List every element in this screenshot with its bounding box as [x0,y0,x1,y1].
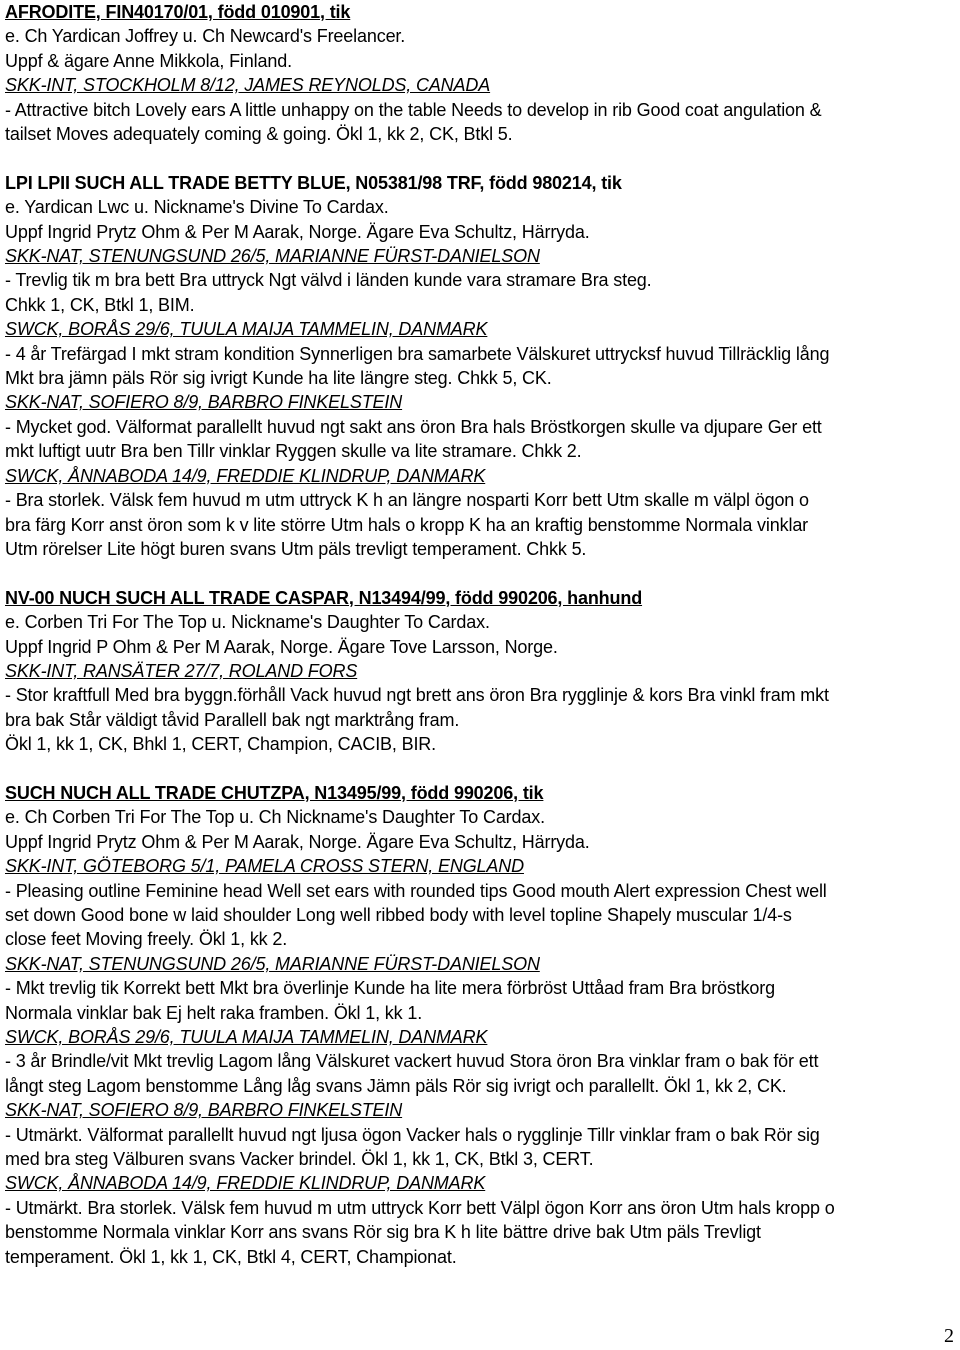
show-title: SKK-NAT, SOFIERO 8/9, BARBRO FINKELSTEIN [5,392,403,413]
critique-line: med bra steg Välburen svans Vacker brindel. Ökl 1, kk 1, CK, Btkl 3, CERT. [5,1149,594,1170]
critique-line: bra bak Står väldigt tåvid Parallell bak ngt marktrång fram. [5,709,460,730]
critique-line: - Mkt trevlig tik Korrekt bett Mkt bra överlinje Kunde ha lite mera förbröst Uttåad fram Bra bröstkorg [5,978,775,999]
document-body [5,0,955,1269]
critique-line: mkt luftigt uutr Bra ben Tillr vinklar Ryggen skulle va lite stramare. Chkk 2. [5,441,582,462]
show-title: SWCK, ÅNNABODA 14/9, FREDDIE KLINDRUP, DANMARK [5,1173,486,1194]
critique-line: temperament. Ökl 1, kk 1, CK, Btkl 4, CERT, Championat. [5,1246,457,1267]
dog-entry [5,586,955,757]
breeder-owner-line: Uppf Ingrid P Ohm & Per M Aarak, Norge. Ägare Tove Larsson, Norge. [5,636,558,657]
dog-heading: SUCH NUCH ALL TRADE CHUTZPA, N13495/99, född 990206, tik [5,782,544,803]
critique-line: Chkk 1, CK, Btkl 1, BIM. [5,294,195,315]
critique-line: Ökl 1, kk 1, CK, Bhkl 1, CERT, Champion, CACIB, BIR. [5,734,437,755]
critique-line: - Trevlig tik m bra bett Bra uttryck Ngt välvd i länden kunde vara stramare Bra steg. [5,270,652,291]
breeder-owner-line: Uppf Ingrid Prytz Ohm & Per M Aarak, Norge. Ägare Eva Schultz, Härryda. [5,831,590,852]
dog-entry [5,781,955,1269]
show-title: SKK-NAT, STENUNGSUND 26/5, MARIANNE FÜRST-DANIELSON [5,953,540,974]
show-title: SKK-NAT, STENUNGSUND 26/5, MARIANNE FÜRST-DANIELSON [5,246,540,267]
critique-line: - Utmärkt. Bra storlek. Välsk fem huvud m utm uttryck Korr bett Välpl ögon Korr ans öron Utm hals kropp o [5,1197,835,1218]
dog-heading: LPI LPII SUCH ALL TRADE BETTY BLUE, N05381/98 TRF, född 980214, tik [5,172,622,193]
show-title: SKK-INT, STOCKHOLM 8/12, JAMES REYNOLDS, CANADA [5,75,491,96]
critique-line: tailset Moves adequately coming & going. Ökl 1, kk 2, CK, Btkl 5. [5,124,513,145]
spacer [5,757,955,781]
show-title: SWCK, ÅNNABODA 14/9, FREDDIE KLINDRUP, DANMARK [5,465,486,486]
critique-line: set down Good bone w laid shoulder Long well ribbed body with level topline Shapely muscular 1/4-s [5,904,792,925]
spacer [5,146,955,170]
show-title: SWCK, BORÅS 29/6, TUULA MAIJA TAMMELIN, DANMARK [5,1027,488,1048]
pedigree-line: e. Ch Corben Tri For The Top u. Ch Nickname's Daughter To Cardax. [5,807,545,828]
critique-line: Utm rörelser Lite högt buren svans Utm päls trevligt temperament. Chkk 5. [5,538,587,559]
critique-line: bra färg Korr anst öron som k v lite större Utm hals o kropp K ha an kraftig benstomme Normala vinklar [5,514,809,535]
critique-line: close feet Moving freely. Ökl 1, kk 2. [5,929,288,950]
dog-heading: NV-00 NUCH SUCH ALL TRADE CASPAR, N13494/99, född 990206, hanhund [5,587,643,608]
critique-line: - Mycket god. Välformat parallellt huvud ngt sakt ans öron Bra hals Bröstkorgen skulle va djupare Ger ett [5,416,822,437]
dog-entry [5,0,955,146]
show-title: SKK-NAT, SOFIERO 8/9, BARBRO FINKELSTEIN [5,1100,403,1121]
critique-line: - Bra storlek. Välsk fem huvud m utm uttryck K h an längre nosparti Korr bett Utm skalle m välpl ögon o [5,490,809,511]
pedigree-line: e. Corben Tri For The Top u. Nickname's Daughter To Cardax. [5,612,490,633]
critique-line: - Pleasing outline Feminine head Well set ears with rounded tips Good mouth Alert expression Chest well [5,880,827,901]
show-title: SWCK, BORÅS 29/6, TUULA MAIJA TAMMELIN, DANMARK [5,319,488,340]
breeder-owner-line: Uppf Ingrid Prytz Ohm & Per M Aarak, Norge. Ägare Eva Schultz, Härryda. [5,221,590,242]
critique-line: Normala vinklar bak Ej helt raka framben. Ökl 1, kk 1. [5,1002,423,1023]
breeder-owner-line: Uppf & ägare Anne Mikkola, Finland. [5,50,292,71]
critique-line: benstomme Normala vinklar Korr ans svans Rör sig bra K h lite bättre drive bak Utm päls Trevligt [5,1222,761,1243]
critique-line: Mkt bra jämn päls Rör sig ivrigt Kunde ha lite längre steg. Chkk 5, CK. [5,368,552,389]
critique-line: - Utmärkt. Välformat parallellt huvud ngt ljusa ögon Vacker hals o rygglinje Tillr vinklar fram o bak Rör sig [5,1124,820,1145]
critique-line: - Stor kraftfull Med bra byggn.förhåll Vack huvud ngt brett ans öron Bra rygglinje & kors Bra vinkl fram mkt [5,685,829,706]
critique-line: - 4 år Trefärgad I mkt stram kondition Synnerligen bra samarbete Välskuret uttrycksf huvud Tillräcklig lång [5,343,830,364]
spacer [5,561,955,585]
dog-heading: AFRODITE, FIN40170/01, född 010901, tik [5,2,351,22]
dog-entry [5,171,955,562]
critique-line: - Attractive bitch Lovely ears A little unhappy on the table Needs to develop in rib Good coat angulation & [5,99,822,120]
pedigree-line: e. Yardican Lwc u. Nickname's Divine To Cardax. [5,197,389,218]
show-title: SKK-INT, RANSÄTER 27/7, ROLAND FORS [5,660,358,681]
critique-line: - 3 år Brindle/vit Mkt trevlig Lagom lång Välskuret vackert huvud Stora öron Bra vinklar fram o bak för ett [5,1051,819,1072]
page-number: 2 [944,1325,954,1347]
pedigree-line: e. Ch Yardican Joffrey u. Ch Newcard's Freelancer. [5,26,406,47]
critique-line: långt steg Lagom benstomme Lång låg svans Jämn päls Rör sig ivrigt och parallellt. Ökl 1, kk 2, CK. [5,1075,787,1096]
show-title: SKK-INT, GÖTEBORG 5/1, PAMELA CROSS STERN, ENGLAND [5,856,524,877]
